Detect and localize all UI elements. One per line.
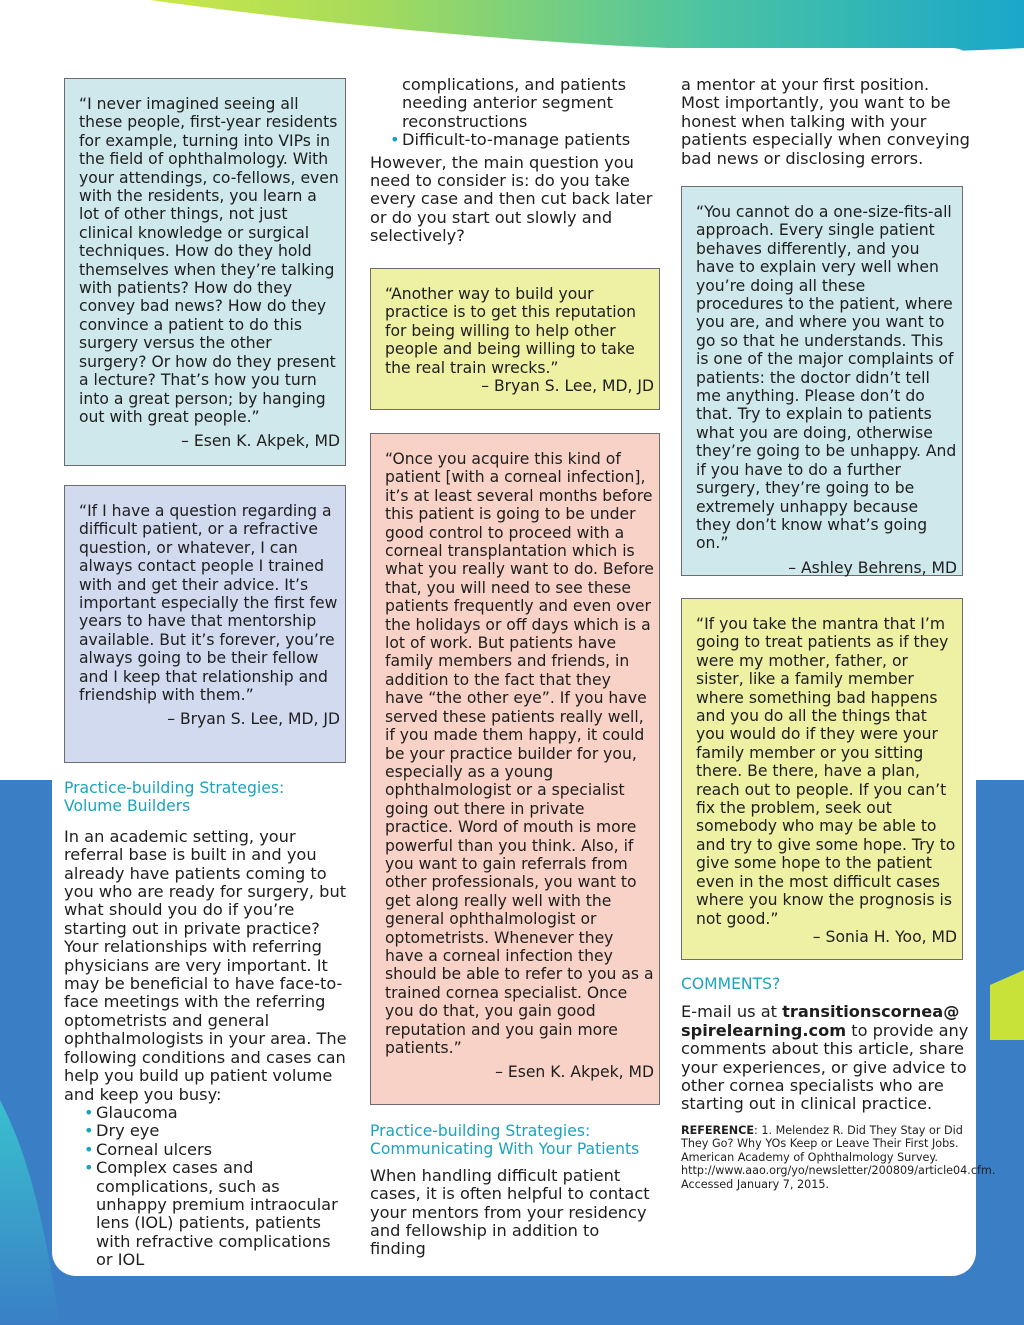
- quote-box-akpek-corneal-infection: [370, 433, 660, 1105]
- conditions-list-continued: [370, 131, 660, 149]
- conditions-list: [64, 1104, 348, 1270]
- comments-section: [681, 975, 971, 1114]
- list-continuation: [370, 76, 660, 246]
- quote-attribution: – Bryan S. Lee, MD, JD: [481, 377, 654, 396]
- reference-label: REFERENCE: [681, 1124, 755, 1137]
- list-item: • Dry eye: [76, 1122, 348, 1140]
- quote-attribution: – Esen K. Akpek, MD: [181, 432, 340, 451]
- body-paragraph: However, the main question you need to consider is: do you take every case and then cut back later or do you start out slowly and selectively?: [370, 152, 653, 246]
- quote-box-lee-mentorship: [64, 485, 346, 763]
- quote-text: “Another way to build your practice is to get this reputation for being willing to help other people and being willing to take the real train wrecks.”: [385, 285, 636, 377]
- heading-line: Communicating With Your Patients: [370, 1140, 640, 1159]
- heading-line: Practice-building Strategies:: [370, 1122, 591, 1140]
- list-item: • Complex cases and complications, such as unhappy premium intraocular lens (IOL) patients, patients with refractive complications or IOL: [76, 1159, 348, 1269]
- quote-attribution: – Bryan S. Lee, MD, JD: [167, 710, 340, 729]
- body-paragraph: In an academic setting, your referral base is built in and you already have patients coming to you who are ready for surgery, but what should you do if you’re starting out in private practice? Your relationships with referring physicians are very important. It may be beneficial to have face-to-face meetings with the referring optometrists and general ophthalmologists in your area. The following conditions and cases can help you build up patient volume and keep you busy:: [64, 826, 347, 1104]
- list-item: • Difficult-to-manage patients: [370, 131, 660, 149]
- comments-suffix: to provide any comments about this article, share your experiences, or give advice to other cornea specialists who are starting out in clinical practice.: [681, 1020, 969, 1114]
- section-heading-volume-builders: [64, 779, 348, 816]
- mentor-paragraph: [681, 76, 971, 168]
- body-paragraph: a mentor at your first position. Most importantly, you want to be honest when talking with your patients especially when conveying bad news or disclosing errors.: [681, 75, 970, 168]
- quote-box-akpek-mentors: [64, 78, 346, 466]
- quote-attribution: – Ashley Behrens, MD: [788, 558, 957, 577]
- communicating-section: [370, 1122, 660, 1259]
- quote-box-behrens: [681, 186, 963, 576]
- quote-attribution: – Esen K. Akpek, MD: [495, 1063, 654, 1082]
- comments-prefix: E-mail us at: [681, 1002, 783, 1022]
- volume-builders-section: [64, 779, 348, 1270]
- quote-text: “If you take the mantra that I’m going to treat patients as if they were my mother, father, or sister, like a family member where something bad happens and you do all the things that you would do if they were your family member or you sitting there. Be there, have a plan, reach out to people. If you can’t fix the problem, seek out somebody who may be able to and try to give some hope. Try to give some hope to the patient even in the most difficult cases where you know the prognosis is not good.”: [696, 615, 956, 928]
- body-paragraph: When handling difficult patient cases, it is often helpful to contact your mentors from your residency and fellowship in addition to finding: [370, 1165, 650, 1259]
- quote-box-lee-reputation: [370, 268, 660, 410]
- heading-line: Practice-building Strategies:: [64, 779, 285, 797]
- quote-box-yoo: [681, 598, 963, 960]
- quote-text: “I never imagined seeing all these people, first-year residents for example, turning into VIPs in the field of ophthalmology. With your attendings, co-fellows, even with the residents, you learn a lot of other things, not just clinical knowledge or surgical techniques. How do they hold themselves when they’re talking with patients? How do they convey bad news? How do they convince a patient to do this surgery versus the other surgery? Or how do they present a lecture? That’s how you turn into a great person; by hanging out with great people.”: [79, 95, 339, 426]
- quote-text: “If I have a question regarding a difficult patient, or a refractive question, or whatever, I can always contact people I trained with and get their advice. It’s important especially the first few years to have that mentorship available. But it’s forever, you’re always going to be their fellow and I keep that relationship and friendship with them.”: [79, 502, 338, 705]
- section-heading-communicating: [370, 1122, 660, 1159]
- quote-text: “You cannot do a one-size-fits-all approach. Every single patient behaves differently, and you have to explain very well when you’re doing all these procedures to the patient, where you are, and where you want to go so that he understands. This is one of the major complaints of patients: the doctor didn’t tell me anything. Please don’t do that. Try to explain to patients what you are doing, otherwise they’re going to be unhappy. And if you have to do a further surgery, they’re going to be extremely unhappy because they don’t know what’s going on.”: [696, 203, 957, 553]
- quote-attribution: – Sonia H. Yoo, MD: [812, 927, 957, 946]
- list-item-continued: complications, and patients needing anterior segment reconstructions: [402, 75, 627, 131]
- comments-paragraph: [681, 1003, 971, 1113]
- quote-text: “Once you acquire this kind of patient [with a corneal infection], it’s at least several months before this patient is going to be under good control to proceed with a corneal transplantation which is what you really want to do. Before that, you will need to see these patients frequently and even over the holidays or off days which is a lot of work. But patients have family members and friends, in addition to the fact that they have “the other eye”. If you have served these patients really well, if you made them happy, it could be your practice builder for you, especially as a young ophthalmologist or a specialist going out there in private practice. Word of mouth is more powerful than you think. Also, if you want to gain referrals from other professionals, you want to get along really well with the general ophthalmologist or optometrists. Whenever they have a corneal infection they should be able to refer to you as a trained cornea specialist. Once you do that, you gain good reputation and you gain more patients.”: [385, 450, 654, 1057]
- list-item: • Glaucoma: [76, 1104, 348, 1122]
- heading-line: Volume Builders: [64, 797, 191, 816]
- comments-heading: COMMENTS?: [681, 975, 781, 993]
- list-item: • Corneal ulcers: [76, 1141, 348, 1159]
- reference-note: [681, 1124, 996, 1191]
- reference-text: : 1. Melendez R. Did They Stay or Did They Go? Why YOs Keep or Leave Their First Jobs. American Academy of Ophthalmology Survey. http://www.aao.org/yo/newsletter/200809/article04.cfm. Accessed January 7, 2015.: [681, 1124, 996, 1191]
- comments-email-link[interactable]: transitionscornea@ spirelearning.com: [681, 1002, 960, 1040]
